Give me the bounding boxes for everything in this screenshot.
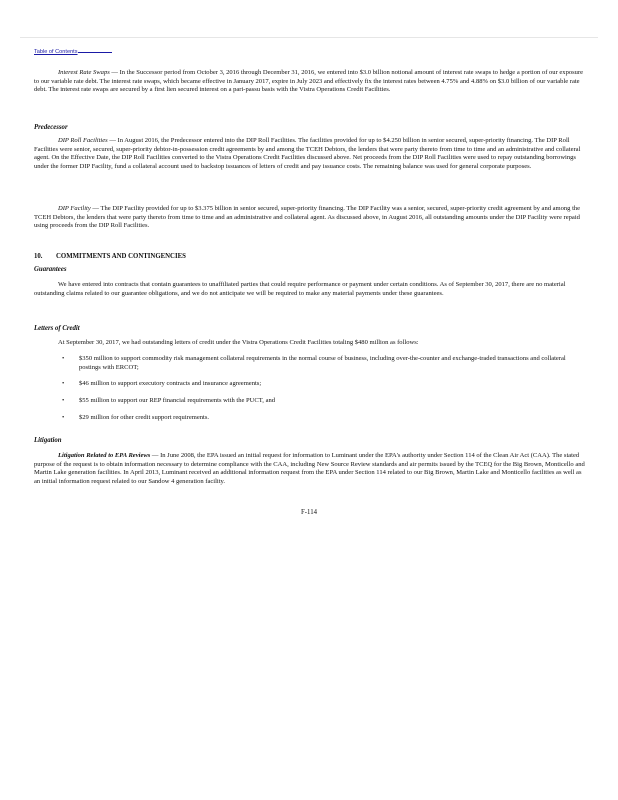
- dip-facility-paragraph: DIP Facility — The DIP Facility provided for up to $3.375 billion in senior secured, super-priority financing. The DIP Facility was a senior, secured, super-priority credit agreement by and among the TCEH Debtors, the lenders that were party thereto from time to time and an administrative and collateral agent. As discussed above, in August 2016, all outstanding amounts under the DIP Facility were repaid using proceeds from the DIP Roll Facilities.: [34, 205, 581, 230]
- guarantees-paragraph: We have entered into contracts that contain guarantees to unaffiliated parties that could require performance or payment under certain conditions. As of September 30, 2017, there are no material outstanding claims related to our guarantee obligations, and we do not anticipate we will be required to make any material payments under these guarantees.: [34, 281, 566, 297]
- header-divider: [20, 37, 598, 38]
- interest-rate-swaps-paragraph: Interest Rate Swaps — In the Successor period from October 3, 2016 through December 31, 2016, we entered into $3.0 billion notional amount of interest rate swaps to hedge a portion of our exposure to our variable rate debt. The interest rate swaps, which became effective in January 2017, expire in July 2023 and effectively fix the interest rates between 4.75% and 4.88% on $3.0 billion of our variable rate debt. The interest rate swaps are secured by a first lien secured interest on a pari-passu basis with the Vistra Operations Credit Facilities.: [34, 69, 584, 94]
- predecessor-heading: Predecessor: [34, 124, 68, 131]
- letters-of-credit-heading: Letters of Credit: [34, 325, 80, 332]
- epa-reviews-paragraph: Litigation Related to EPA Reviews — In June 2008, the EPA issued an initial request for information to Luminant under the EPA's authority under Section 114 of the Clean Air Act (CAA). The stated purpose of the request is to obtain information necessary to determine compliance with the CAA, including New Source Review standards and air permits issued by the TCEQ for the Big Brown, Monticello and Martin Lake generation facilities. In April 2013, Luminant received an additional information request from the EPA under Section 114 related to our Big Brown, Martin Lake and Monticello facilities as well as an initial information request related to our Sandow 4 generation facility.: [34, 452, 585, 485]
- interest-rate-swaps-lead: Interest Rate Swaps: [58, 69, 110, 76]
- letters-of-credit-paragraph: At September 30, 2017, we had outstanding letters of credit under the Vistra Operations Credit Facilities totaling $480 million as follows:: [58, 339, 419, 346]
- list-item: • $350 million to support commodity risk management collateral requirements in the normal course of business, including over-the-counter and exchange-traded transactions and collateral postings with ERCOT;: [62, 355, 566, 371]
- list-item: • $29 million for other credit support requirements.: [62, 414, 209, 421]
- table-of-contents-link[interactable]: Table of Contents: [34, 49, 112, 55]
- dip-roll-facilities-paragraph: DIP Roll Facilities — In August 2016, the Predecessor entered into the DIP Roll Facilities. The facilities provided for up to $4.250 billion in senior secured, super-priority financing. The DIP Roll Facilities were senior, secured, super-priority debtor-in-possession credit agreements by and among the TCEH Debtors, the lenders that were party thereto from time to time and an administrative and collateral agent. On the Effective Date, the DIP Roll Facilities converted to the Vistra Operations Credit Facilities discussed above. Net proceeds from the DIP Roll Facilities were used to repay outstanding borrowings under the former DIP Facility, fund a collateral account used to backstop issuances of letters of credit and pay issuance costs. The remaining balance was used for general corporate purposes.: [34, 137, 581, 170]
- litigation-heading: Litigation: [34, 437, 62, 444]
- list-item: • $46 million to support executory contracts and insurance agreements;: [62, 380, 262, 387]
- section-heading: 10. COMMITMENTS AND CONTINGENCIES: [34, 253, 186, 260]
- page-number: F-114: [301, 509, 317, 516]
- list-item: • $55 million to support our REP financial requirements with the PUCT, and: [62, 397, 276, 404]
- guarantees-heading: Guarantees: [34, 266, 67, 273]
